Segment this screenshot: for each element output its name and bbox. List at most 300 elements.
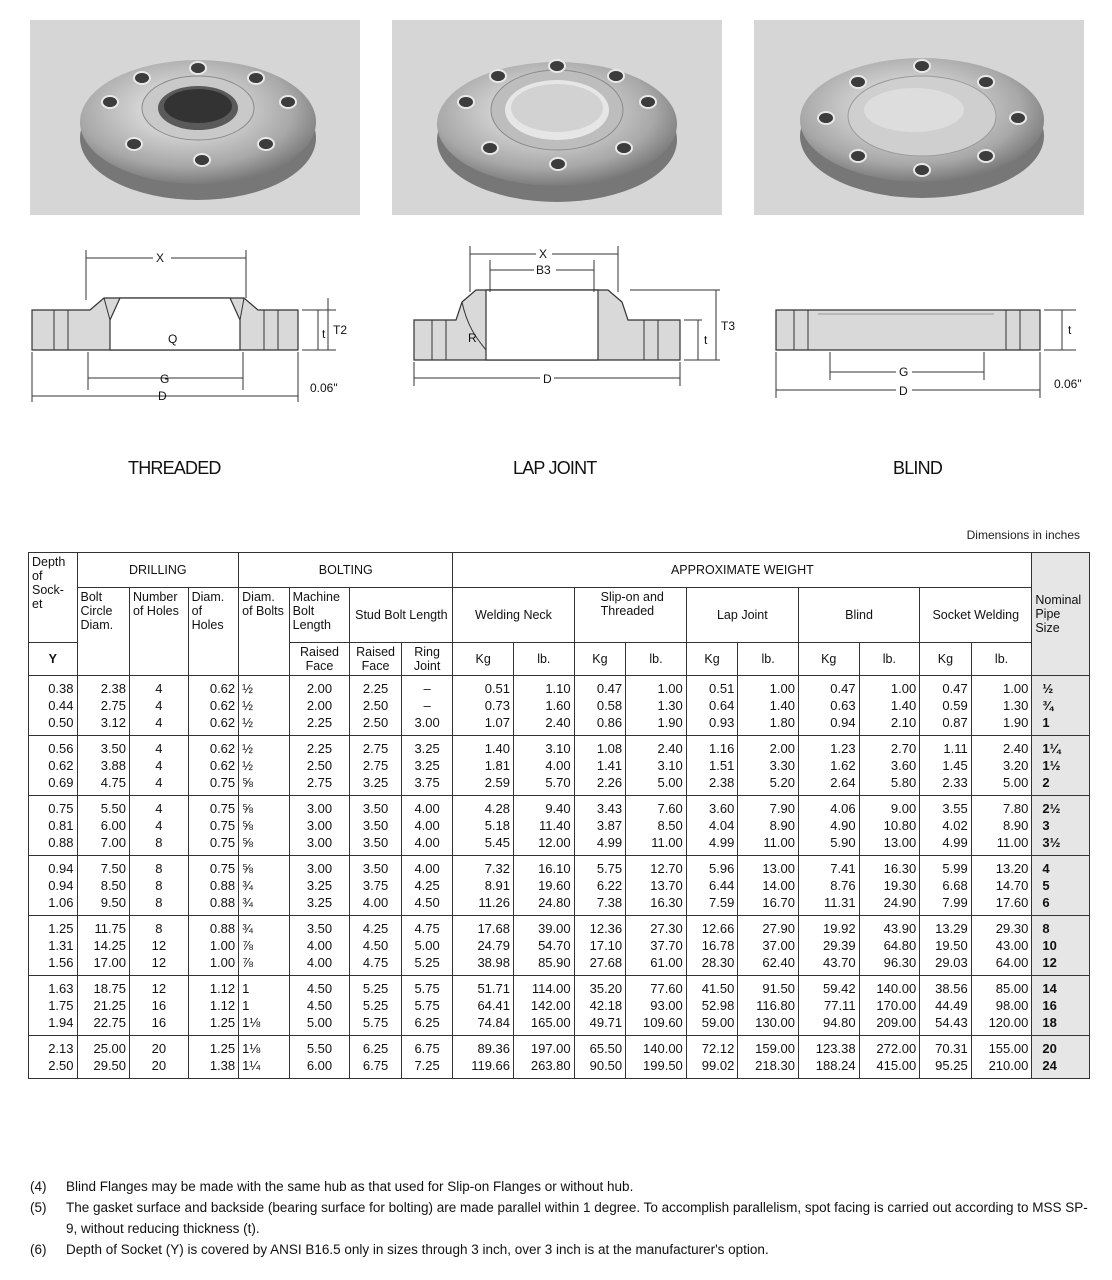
welding-neck-lb-value: 2.40 <box>545 715 571 730</box>
stud-bolt-raised-face-value: 5.75 <box>362 1015 389 1030</box>
stud-bolt-raised-face-cell <box>350 916 402 976</box>
x-dimension-label: X <box>156 251 165 265</box>
stud-bolt-raised-face-value: 3.50 <box>362 818 389 833</box>
stud-bolt-raised-face-value: 6.25 <box>362 1041 389 1056</box>
lap-joint-kg-cell <box>686 916 738 976</box>
lap-joint-kg-cell <box>686 856 738 916</box>
welding-neck-lb-cell <box>514 916 575 976</box>
depth-of-socket-value: 0.81 <box>48 818 74 833</box>
slip-on-kg-cell <box>574 1036 626 1079</box>
lap-joint-kg-value: 7.59 <box>709 895 735 910</box>
diam-of-holes-cell <box>188 856 239 916</box>
stud-bolt-ring-joint-value: – <box>423 681 431 696</box>
blind-kg-value: 11.31 <box>823 895 856 910</box>
lap-joint-kg-value: 0.51 <box>709 681 735 696</box>
bolt-circle-diam-value: 4.75 <box>100 775 127 790</box>
stud-bolt-ring-joint-cell <box>401 1036 453 1079</box>
bolt-circle-diam-value: 7.00 <box>100 835 127 850</box>
diam-of-holes-value: 0.62 <box>209 715 236 730</box>
welding-neck-kg-value: 5.18 <box>484 818 510 833</box>
d-dimension-label: D <box>543 372 552 386</box>
t2-dimension-label: T2 <box>333 323 348 337</box>
footnote <box>30 1239 1090 1260</box>
lap-joint-kg-cell <box>686 796 738 856</box>
welding-neck-kg-value: 0.73 <box>484 698 510 713</box>
socket-welding-kg-value: 54.43 <box>935 1015 968 1030</box>
diam-of-bolts-value: ½ <box>242 741 253 756</box>
socket-welding-lb-cell <box>971 916 1032 976</box>
socket-welding-kg-cell <box>920 736 972 796</box>
blind-kg-value: 1.23 <box>830 741 856 756</box>
welding-neck-lb-cell <box>514 1036 575 1079</box>
sw-kg-header: Kg <box>920 643 972 676</box>
machine-bolt-raised-face-value: 3.25 <box>306 895 333 910</box>
blind-lb-cell <box>859 796 920 856</box>
blind-lb-value: 2.10 <box>890 715 917 730</box>
socket-welding-lb-value: 1.00 <box>1003 681 1029 696</box>
table-body <box>29 676 1090 1079</box>
welding-neck-kg-value: 119.66 <box>471 1058 510 1073</box>
socket-welding-kg-value: 19.50 <box>935 938 968 953</box>
number-of-holes-value: 4 <box>155 741 163 756</box>
welding-neck-kg-cell <box>453 676 514 736</box>
number-of-holes-value: 8 <box>155 835 163 850</box>
footnote-text: Blind Flanges may be made with the same hub as that used for Slip-on Flanges or without hub. <box>66 1179 634 1194</box>
lap-joint-kg-cell <box>686 1036 738 1079</box>
diam-of-bolts-cell <box>239 976 290 1036</box>
slip-on-kg-cell <box>574 916 626 976</box>
welding-neck-lb-value: 11.40 <box>539 818 571 833</box>
welding-neck-kg-cell <box>453 736 514 796</box>
depth-of-socket-value: 2.13 <box>48 1041 74 1056</box>
number-of-holes-cell <box>130 856 189 916</box>
nominal-pipe-size-value: 16 <box>1042 998 1057 1013</box>
d-dimension-label: D <box>899 384 908 398</box>
table-row-group <box>29 736 1090 796</box>
stud-bolt-ring-joint-value: 3.25 <box>414 758 440 773</box>
welding-neck-kg-value: 1.07 <box>484 715 510 730</box>
sw-lb-header: lb. <box>971 643 1032 676</box>
bolt-circle-diam-value: 7.50 <box>100 861 127 876</box>
stud-bolt-ring-joint-value: 5.00 <box>414 938 440 953</box>
welding-neck-lb-value: 4.00 <box>545 758 571 773</box>
stud-bolt-ring-joint-value: 5.25 <box>414 955 440 970</box>
diam-of-bolts-value: ½ <box>242 698 253 713</box>
bolt-circle-diam-value: 6.00 <box>100 818 127 833</box>
number-of-holes-cell <box>130 916 189 976</box>
footnote <box>30 1176 1090 1197</box>
depth-of-socket-value: 1.06 <box>48 895 74 910</box>
socket-welding-kg-value: 6.68 <box>942 878 968 893</box>
footnote-number: (6) <box>30 1242 47 1257</box>
socket-welding-lb-value: 210.00 <box>988 1058 1029 1073</box>
table-row-group <box>29 916 1090 976</box>
welding-neck-lb-cell <box>514 676 575 736</box>
slip-on-lb-value: 199.50 <box>643 1058 683 1073</box>
stud-bolt-ring-joint-cell <box>401 796 453 856</box>
threaded-label: THREADED <box>128 458 221 478</box>
bolt-circle-diam-value: 29.50 <box>93 1058 127 1073</box>
lap-joint-flange-photo <box>392 20 722 215</box>
welding-neck-lb-value: 114.00 <box>531 981 571 996</box>
number-of-holes-value: 4 <box>155 698 163 713</box>
stud-bolt-raised-face-value: 4.25 <box>362 921 389 936</box>
slip-on-lb-cell <box>626 976 687 1036</box>
lap-joint-kg-value: 41.50 <box>701 981 735 996</box>
blind-kg-value: 19.92 <box>823 921 856 936</box>
socket-welding-kg-value: 0.59 <box>942 698 968 713</box>
blind-lb-value: 2.70 <box>890 741 917 756</box>
lap-joint-lb-value: 1.40 <box>769 698 795 713</box>
drilling-header: DRILLING <box>77 553 239 588</box>
socket-welding-kg-value: 1.45 <box>942 758 968 773</box>
blind-lb-value: 415.00 <box>876 1058 917 1073</box>
diam-of-holes-value: 0.88 <box>209 895 236 910</box>
lap-joint-lb-cell <box>738 796 799 856</box>
nominal-pipe-size-value: 2½ <box>1042 801 1061 816</box>
lap-joint-lb-value: 37.00 <box>762 938 795 953</box>
lap-joint-lb-value: 1.80 <box>769 715 795 730</box>
welding-neck-kg-value: 8.91 <box>484 878 510 893</box>
diam-of-holes-value: 0.62 <box>209 698 236 713</box>
socket-welding-kg-value: 44.49 <box>935 998 968 1013</box>
blind-lb-cell <box>859 1036 920 1079</box>
depth-of-socket-value: 0.75 <box>48 801 74 816</box>
socket-welding-lb-cell <box>971 736 1032 796</box>
machine-bolt-raised-face-value: 4.50 <box>306 998 333 1013</box>
depth-of-socket-value: 0.44 <box>48 698 74 713</box>
welding-neck-lb-value: 5.70 <box>545 775 571 790</box>
depth-of-socket-header: Depth of Sock- et <box>29 553 78 643</box>
blind-kg-value: 0.47 <box>830 681 856 696</box>
number-of-holes-value: 8 <box>155 878 163 893</box>
lap-joint-kg-value: 6.44 <box>709 878 735 893</box>
depth-of-socket-cell <box>29 856 78 916</box>
q-dimension-label: Q <box>168 332 178 346</box>
stud-bolt-raised-face-cell <box>350 1036 402 1079</box>
slip-on-lb-value: 109.60 <box>643 1015 683 1030</box>
number-of-holes-header: Number of Holes <box>130 588 189 676</box>
blind-lb-value: 13.00 <box>883 835 917 850</box>
lap-joint-kg-cell <box>686 736 738 796</box>
diam-of-bolts-value: ½ <box>242 681 253 696</box>
machine-bolt-raised-face-value: 3.00 <box>306 861 333 876</box>
lap-joint-kg-value: 99.02 <box>701 1058 735 1073</box>
number-of-holes-value: 20 <box>151 1041 167 1056</box>
diam-of-bolts-value: ⅝ <box>242 835 253 850</box>
lap-joint-lb-value: 2.00 <box>769 741 795 756</box>
gap-dimension-label: 0.06" <box>1054 377 1082 391</box>
lj-lb-header: lb. <box>738 643 799 676</box>
lap-joint-lb-value: 3.30 <box>769 758 795 773</box>
blind-kg-cell <box>798 976 859 1036</box>
stud-bolt-raised-face-cell <box>350 976 402 1036</box>
footnote-text: The gasket surface and backside (bearing surface for bolting) are made parallel within 1 degree. To accomplish parallelism, spot facing is carried out according to MSS SP-9, without reducing thickness (t). <box>66 1200 1088 1236</box>
diam-of-bolts-value: 1¼ <box>242 1058 261 1073</box>
threaded-flange-photo <box>30 20 360 215</box>
bolt-circle-diam-value: 3.50 <box>100 741 127 756</box>
welding-neck-kg-value: 1.81 <box>484 758 510 773</box>
machine-bolt-raised-face-value: 3.00 <box>306 835 333 850</box>
machine-bolt-raised-face-cell <box>289 796 350 856</box>
lap-joint-lb-value: 62.40 <box>762 955 795 970</box>
nominal-pipe-size-cell <box>1032 796 1090 856</box>
footnote-text: Depth of Socket (Y) is covered by ANSI B16.5 only in sizes through 3 inch, over 3 inch is at the manufacturer's option. <box>66 1242 769 1257</box>
slip-on-kg-value: 90.50 <box>589 1058 623 1073</box>
diam-of-holes-value: 1.38 <box>209 1058 236 1073</box>
machine-bolt-raised-face-cell <box>289 676 350 736</box>
welding-neck-lb-cell <box>514 796 575 856</box>
welding-neck-lb-value: 3.10 <box>545 741 571 756</box>
socket-welding-kg-value: 5.99 <box>942 861 968 876</box>
socket-welding-kg-cell <box>920 976 972 1036</box>
blind-weight-header: Blind <box>798 588 919 643</box>
depth-of-socket-value: 2.50 <box>48 1058 74 1073</box>
lap-joint-kg-cell <box>686 676 738 736</box>
g-dimension-label: G <box>899 365 909 379</box>
stud-bolt-raised-face-value: 3.50 <box>362 835 389 850</box>
diam-of-bolts-value: 1 <box>242 998 250 1013</box>
lap-joint-lb-cell <box>738 1036 799 1079</box>
number-of-holes-value: 4 <box>155 775 163 790</box>
table-row-group <box>29 856 1090 916</box>
diam-of-holes-value: 1.12 <box>209 998 236 1013</box>
lap-joint-lb-cell <box>738 976 799 1036</box>
depth-of-socket-cell <box>29 916 78 976</box>
diam-of-bolts-value: ¾ <box>242 878 253 893</box>
depth-of-socket-value: 0.88 <box>48 835 74 850</box>
lap-joint-kg-value: 4.04 <box>709 818 735 833</box>
diam-of-bolts-cell <box>239 1036 290 1079</box>
slip-on-lb-value: 93.00 <box>650 998 683 1013</box>
socket-welding-kg-value: 0.47 <box>942 681 968 696</box>
lap-joint-lb-value: 13.00 <box>762 861 795 876</box>
slip-on-lb-value: 3.10 <box>657 758 683 773</box>
machine-bolt-raised-face-value: 6.00 <box>306 1058 333 1073</box>
lap-joint-kg-value: 72.12 <box>701 1041 735 1056</box>
nominal-pipe-size-cell <box>1032 976 1090 1036</box>
number-of-holes-cell <box>130 976 189 1036</box>
socket-welding-lb-value: 17.60 <box>995 895 1029 910</box>
number-of-holes-value: 4 <box>155 715 163 730</box>
bolt-circle-diam-value: 5.50 <box>100 801 127 816</box>
welding-neck-kg-value: 89.36 <box>477 1041 510 1056</box>
diam-of-bolts-cell <box>239 736 290 796</box>
slip-on-lb-value: 16.30 <box>650 895 683 910</box>
t-dimension-label: t <box>322 327 326 341</box>
machine-bolt-raised-face-value: 4.00 <box>306 938 333 953</box>
socket-welding-lb-value: 3.20 <box>1003 758 1029 773</box>
blind-kg-cell <box>798 796 859 856</box>
lap-joint-lb-cell <box>738 856 799 916</box>
blind-kg-cell <box>798 916 859 976</box>
stud-bolt-length-header: Stud Bolt Length <box>350 588 453 643</box>
lap-joint-lb-value: 16.70 <box>762 895 795 910</box>
stud-bolt-raised-face-value: 4.75 <box>362 955 389 970</box>
bolt-circle-diam-value: 3.88 <box>100 758 127 773</box>
x-dimension-label: X <box>539 247 548 261</box>
table-row-group <box>29 1036 1090 1079</box>
bolt-circle-diam-cell <box>77 916 130 976</box>
welding-neck-lb-value: 1.60 <box>545 698 571 713</box>
slip-on-threaded-header: Slip-on and Threaded <box>574 588 686 643</box>
footnote-number: (5) <box>30 1200 47 1215</box>
machine-bolt-raised-face-value: 3.00 <box>306 818 333 833</box>
d-dimension-label: D <box>158 389 167 403</box>
socket-welding-lb-value: 2.40 <box>1003 741 1029 756</box>
footnotes <box>30 1176 1090 1260</box>
welding-neck-kg-value: 11.26 <box>478 895 510 910</box>
slip-on-lb-value: 1.30 <box>657 698 683 713</box>
machine-raised-face-header: Raised Face <box>289 643 350 676</box>
socket-welding-lb-value: 120.00 <box>988 1015 1029 1030</box>
depth-of-socket-cell <box>29 796 78 856</box>
stud-bolt-raised-face-value: 5.25 <box>362 981 389 996</box>
blind-kg-value: 188.24 <box>815 1058 856 1073</box>
socket-welding-lb-cell <box>971 796 1032 856</box>
stud-ring-joint-header: Ring Joint <box>401 643 453 676</box>
machine-bolt-length-header: Machine Bolt Length <box>289 588 350 643</box>
diam-of-holes-value: 1.25 <box>209 1041 236 1056</box>
blind-lb-value: 24.90 <box>883 895 917 910</box>
socket-welding-header: Socket Welding <box>920 588 1032 643</box>
lap-joint-lb-value: 130.00 <box>755 1015 795 1030</box>
welding-neck-kg-value: 74.84 <box>477 1015 510 1030</box>
socket-welding-kg-cell <box>920 916 972 976</box>
socket-welding-kg-value: 0.87 <box>942 715 968 730</box>
socket-welding-kg-value: 2.33 <box>942 775 968 790</box>
lj-kg-header: Kg <box>686 643 738 676</box>
diam-of-bolts-value: ⅝ <box>242 818 253 833</box>
slip-on-kg-value: 0.86 <box>596 715 623 730</box>
number-of-holes-cell <box>130 736 189 796</box>
blind-lb-value: 64.80 <box>883 938 917 953</box>
bolt-circle-diam-value: 2.75 <box>100 698 127 713</box>
number-of-holes-value: 12 <box>151 955 167 970</box>
slip-on-kg-value: 3.87 <box>596 818 623 833</box>
diam-of-holes-value: 0.62 <box>209 758 236 773</box>
blind-lb-value: 43.90 <box>883 921 917 936</box>
socket-welding-lb-value: 155.00 <box>988 1041 1029 1056</box>
depth-of-socket-value: 1.75 <box>48 998 74 1013</box>
socket-welding-kg-value: 95.25 <box>935 1058 968 1073</box>
stud-bolt-ring-joint-value: 4.00 <box>414 861 440 876</box>
socket-welding-kg-value: 13.29 <box>935 921 968 936</box>
welding-neck-lb-value: 16.10 <box>538 861 571 876</box>
welding-neck-kg-value: 51.71 <box>477 981 510 996</box>
bl-kg-header: Kg <box>798 643 859 676</box>
machine-bolt-raised-face-value: 2.50 <box>306 758 333 773</box>
machine-bolt-raised-face-cell <box>289 856 350 916</box>
slip-on-kg-value: 17.10 <box>589 938 623 953</box>
blind-kg-value: 8.76 <box>830 878 856 893</box>
blind-lb-value: 1.00 <box>890 681 917 696</box>
bolt-circle-diam-cell <box>77 736 130 796</box>
blind-flange-drawing <box>772 240 1104 410</box>
stud-bolt-ring-joint-value: 4.75 <box>414 921 440 936</box>
nominal-pipe-size-value: 2 <box>1042 775 1050 790</box>
diam-of-bolts-value: ⅝ <box>242 861 253 876</box>
diam-of-holes-cell <box>188 916 239 976</box>
nominal-pipe-size-header: Nominal Pipe Size <box>1032 553 1090 676</box>
stud-bolt-raised-face-cell <box>350 856 402 916</box>
depth-of-socket-value: 0.38 <box>48 681 74 696</box>
welding-neck-lb-value: 197.00 <box>530 1041 571 1056</box>
slip-on-lb-value: 8.50 <box>657 818 683 833</box>
welding-neck-kg-cell <box>453 976 514 1036</box>
socket-welding-lb-cell <box>971 856 1032 916</box>
diam-of-holes-cell <box>188 796 239 856</box>
slip-on-kg-value: 49.71 <box>589 1015 623 1030</box>
stud-bolt-ring-joint-value: 3.25 <box>414 741 440 756</box>
bolt-circle-diam-value: 25.00 <box>93 1041 127 1056</box>
blind-kg-value: 0.63 <box>830 698 856 713</box>
socket-welding-lb-value: 43.00 <box>995 938 1029 953</box>
stud-bolt-raised-face-value: 5.25 <box>362 998 389 1013</box>
slip-on-lb-value: 1.00 <box>657 681 683 696</box>
slip-on-lb-value: 77.60 <box>650 981 683 996</box>
socket-welding-lb-value: 14.70 <box>995 878 1029 893</box>
diam-of-holes-value: 1.00 <box>209 955 236 970</box>
diam-of-holes-value: 0.75 <box>209 835 236 850</box>
blind-kg-value: 94.80 <box>823 1015 856 1030</box>
bolt-circle-diam-value: 3.12 <box>100 715 127 730</box>
number-of-holes-value: 4 <box>155 801 163 816</box>
nominal-pipe-size-value: 12 <box>1042 955 1057 970</box>
lap-joint-kg-value: 28.30 <box>701 955 735 970</box>
welding-neck-lb-value: 142.00 <box>530 998 571 1013</box>
welding-neck-kg-value: 1.40 <box>484 741 510 756</box>
diam-of-bolts-cell <box>239 796 290 856</box>
slip-on-lb-value: 2.40 <box>657 741 683 756</box>
bl-lb-header: lb. <box>859 643 920 676</box>
nominal-pipe-size-value: 3 <box>1042 818 1050 833</box>
slip-on-lb-value: 27.30 <box>650 921 683 936</box>
number-of-holes-value: 4 <box>155 681 163 696</box>
slip-on-lb-value: 1.90 <box>657 715 683 730</box>
machine-bolt-raised-face-value: 3.25 <box>306 878 333 893</box>
machine-bolt-raised-face-value: 2.00 <box>306 698 333 713</box>
socket-welding-lb-value: 98.00 <box>995 998 1029 1013</box>
welding-neck-header: Welding Neck <box>453 588 574 643</box>
welding-neck-kg-value: 24.79 <box>477 938 510 953</box>
stud-bolt-raised-face-value: 2.75 <box>362 758 389 773</box>
socket-welding-lb-cell <box>971 976 1032 1036</box>
nominal-pipe-size-cell <box>1032 916 1090 976</box>
slip-on-kg-value: 0.58 <box>596 698 623 713</box>
nominal-pipe-size-cell <box>1032 1036 1090 1079</box>
lap-joint-kg-cell <box>686 976 738 1036</box>
blind-lb-value: 10.80 <box>883 818 917 833</box>
welding-neck-lb-value: 165.00 <box>530 1015 571 1030</box>
slip-on-lb-value: 13.70 <box>650 878 683 893</box>
welding-neck-kg-value: 0.51 <box>484 681 510 696</box>
diam-of-holes-value: 1.12 <box>209 981 236 996</box>
number-of-holes-value: 20 <box>151 1058 167 1073</box>
diam-of-holes-value: 1.00 <box>209 938 236 953</box>
blind-kg-cell <box>798 736 859 796</box>
depth-of-socket-cell <box>29 1036 78 1079</box>
socket-welding-lb-value: 1.90 <box>1003 715 1029 730</box>
welding-neck-kg-value: 7.32 <box>484 861 510 876</box>
stud-raised-face-header: Raised Face <box>350 643 402 676</box>
diam-of-holes-value: 0.88 <box>209 921 236 936</box>
socket-welding-lb-value: 13.20 <box>995 861 1029 876</box>
wn-lb-header: lb. <box>514 643 575 676</box>
welding-neck-lb-value: 9.40 <box>545 801 571 816</box>
depth-of-socket-value: 1.56 <box>48 955 74 970</box>
blind-lb-cell <box>859 856 920 916</box>
